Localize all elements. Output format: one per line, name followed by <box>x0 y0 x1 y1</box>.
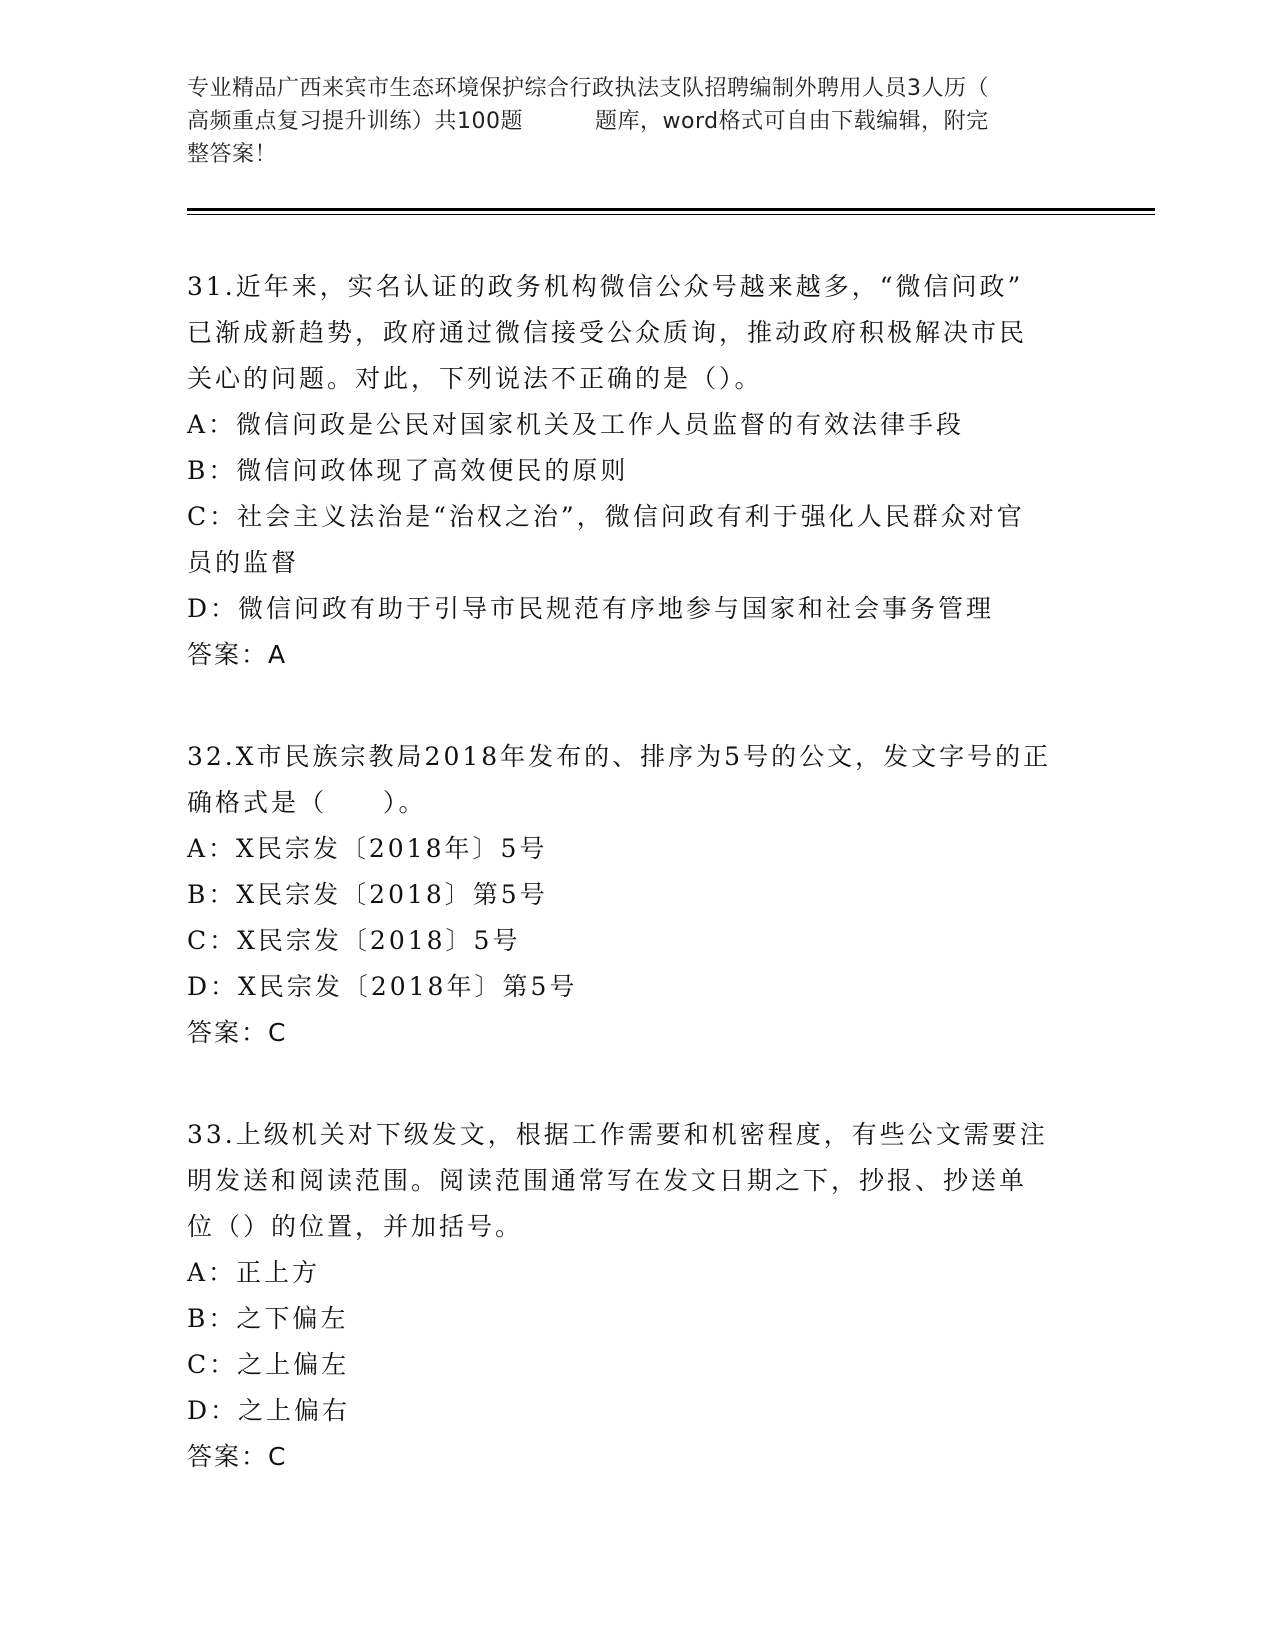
option-c: C：之上偏左 <box>187 1350 350 1379</box>
option-a: A：正上方 <box>187 1258 321 1287</box>
question-stem-line: 33.上级机关对下级发文，根据工作需要和机密程度，有些公文需要注 <box>187 1120 1048 1149</box>
question-31 <box>187 264 1067 678</box>
option-b: B：X民宗发〔2018〕第5号 <box>187 880 548 909</box>
option-d: D：之上偏右 <box>187 1396 351 1425</box>
question-stem-line: 32.X市民族宗教局2018年发布的、排序为5号的公文，发文字号的正 <box>187 742 1052 771</box>
header-divider-thick <box>187 208 1155 211</box>
header-divider-thin <box>187 214 1155 215</box>
question-stem-line: 明发送和阅读范围。阅读范围通常写在发文日期之下，抄报、抄送单 <box>187 1166 1028 1195</box>
answer: 答案：A <box>187 640 288 669</box>
question-stem-line: 位（）的位置，并加括号。 <box>187 1212 524 1241</box>
option-b: B：之下偏左 <box>187 1304 349 1333</box>
question-stem-line: 关心的问题。对此，下列说法不正确的是（）。 <box>187 364 763 393</box>
question-stem-line: 确格式是（ ）。 <box>187 788 427 817</box>
answer: 答案：C <box>187 1018 288 1047</box>
header-line-part: 高频重点复习提升训练）共100题 <box>187 109 523 134</box>
option-b: B：微信问政体现了高效便民的原则 <box>187 456 629 485</box>
question-stem-line: 31.近年来，实名认证的政务机构微信公众号越来越多，“微信问政” <box>187 272 1024 301</box>
question-list <box>187 264 1067 1536</box>
answer: 答案：C <box>187 1442 288 1471</box>
question-stem-line: 已渐成新趋势，政府通过微信接受公众质询，推动政府积极解决市民 <box>187 318 1028 347</box>
header-line <box>187 105 1087 138</box>
option-a: A：X民宗发〔2018年〕5号 <box>187 834 548 863</box>
header-line: 整答案！ <box>187 142 278 167</box>
header-line-part: 题库，word格式可自由下载编辑，附完 <box>595 109 989 134</box>
option-c-continued: 员的监督 <box>187 548 300 577</box>
option-d: D：X民宗发〔2018年〕第5号 <box>187 972 578 1001</box>
option-d: D：微信问政有助于引导市民规范有序地参与国家和社会事务管理 <box>187 594 995 623</box>
question-33 <box>187 1112 1067 1480</box>
header-line: 专业精品广西来宾市生态环境保护综合行政执法支队招聘编制外聘用人员3人历（ <box>187 76 989 101</box>
document-header <box>187 72 1087 171</box>
option-c: C：社会主义法治是“治权之治”，微信问政有利于强化人民群众对官 <box>187 502 1025 531</box>
option-c: C：X民宗发〔2018〕5号 <box>187 926 521 955</box>
option-a: A：微信问政是公民对国家机关及工作人员监督的有效法律手段 <box>187 410 965 439</box>
question-32 <box>187 734 1067 1056</box>
